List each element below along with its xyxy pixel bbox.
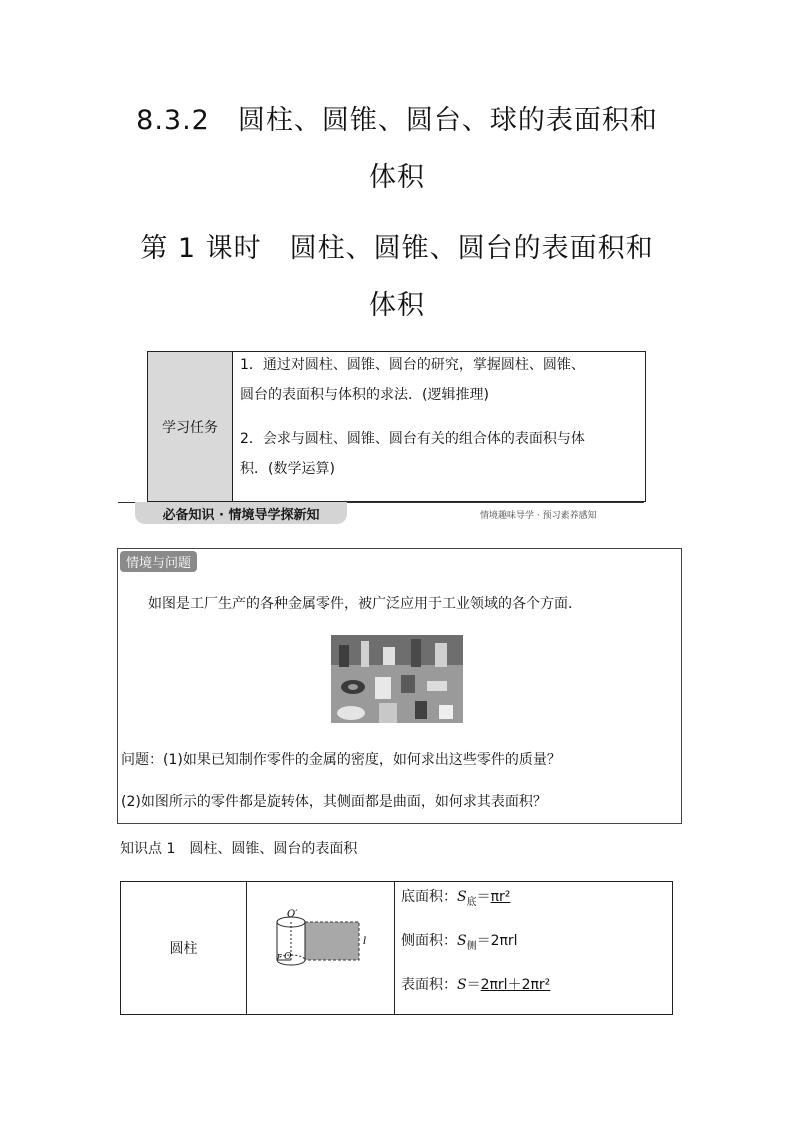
- title-line-1: 8.3.2 圆柱、圆锥、圆台、球的表面积和: [136, 105, 658, 136]
- learning-tasks-box: [147, 351, 646, 502]
- question-1: 问题：(1)如果已知制作零件的金属的密度，如何求出这些零件的质量？: [121, 752, 561, 768]
- shape-name-cylinder: 圆柱: [121, 882, 247, 1014]
- fig-label-r-o: r O: [277, 952, 292, 962]
- fig-label-l: l: [363, 936, 367, 947]
- base-area-prefix: 底面积：: [401, 889, 457, 905]
- metal-parts-illustration: [331, 635, 463, 723]
- question-2: (2)如图所示的零件都是旋转体，其侧面都是曲面，如何求其表面积？: [121, 794, 547, 810]
- surface-area-formula: [401, 974, 550, 994]
- scenario-box: [117, 548, 682, 824]
- surface-area-s: S: [457, 977, 467, 993]
- lateral-area-sub: 侧: [466, 940, 477, 952]
- scenario-tag: 情境与问题: [120, 551, 197, 572]
- base-area-sub: 底: [466, 896, 477, 908]
- title-line-2: 体积: [369, 162, 425, 193]
- base-area-formula: [401, 886, 510, 908]
- lateral-area-prefix: 侧面积：: [401, 933, 457, 949]
- knowledge-point-heading: 知识点 1 圆柱、圆锥、圆台的表面积: [120, 841, 358, 857]
- metal-parts-photo: [331, 635, 463, 723]
- scenario-intro: 如图是工厂生产的各种金属零件，被广泛应用于工业领域的各个方面．: [148, 596, 582, 612]
- cylinder-figure-cell: [247, 882, 395, 1014]
- base-area-s: S: [457, 889, 467, 905]
- surface-area-eq: ＝: [466, 977, 481, 993]
- task-2-line-1: 2．会求与圆柱、圆锥、圆台有关的组合体的表面积与体: [240, 431, 585, 447]
- base-area-eq: ＝: [476, 889, 491, 905]
- learning-tasks-label: 学习任务: [148, 352, 233, 501]
- task-1-line-1: 1．通过对圆柱、圆锥、圆台的研究，掌握圆柱、圆锥、: [240, 357, 585, 373]
- title-line-3: 第 1 课时 圆柱、圆锥、圆台的表面积和: [140, 233, 654, 264]
- cylinder-unrolled-figure: [247, 882, 394, 1014]
- surface-area-value: 2πrl＋2πr²: [480, 977, 551, 993]
- lateral-area-s: S: [457, 933, 467, 949]
- title-line-4: 体积: [369, 290, 425, 321]
- fig-label-o-prime: O′: [287, 909, 298, 920]
- lateral-area-value: ＝2πrl: [476, 933, 518, 949]
- section-banner-subtitle: 情境趣味导学 · 预习素养感知: [480, 511, 597, 521]
- cylinder-formula-table: [120, 881, 673, 1015]
- surface-area-prefix: 表面积：: [401, 977, 457, 993]
- lateral-area-formula: [401, 930, 518, 952]
- task-2-line-2: 积．(数学运算): [240, 461, 335, 477]
- task-1-line-2: 圆台的表面积与体积的求法．(逻辑推理): [240, 387, 489, 403]
- base-area-value: πr²: [490, 889, 511, 905]
- section-banner: 必备知识 · 情境导学探新知: [135, 502, 347, 524]
